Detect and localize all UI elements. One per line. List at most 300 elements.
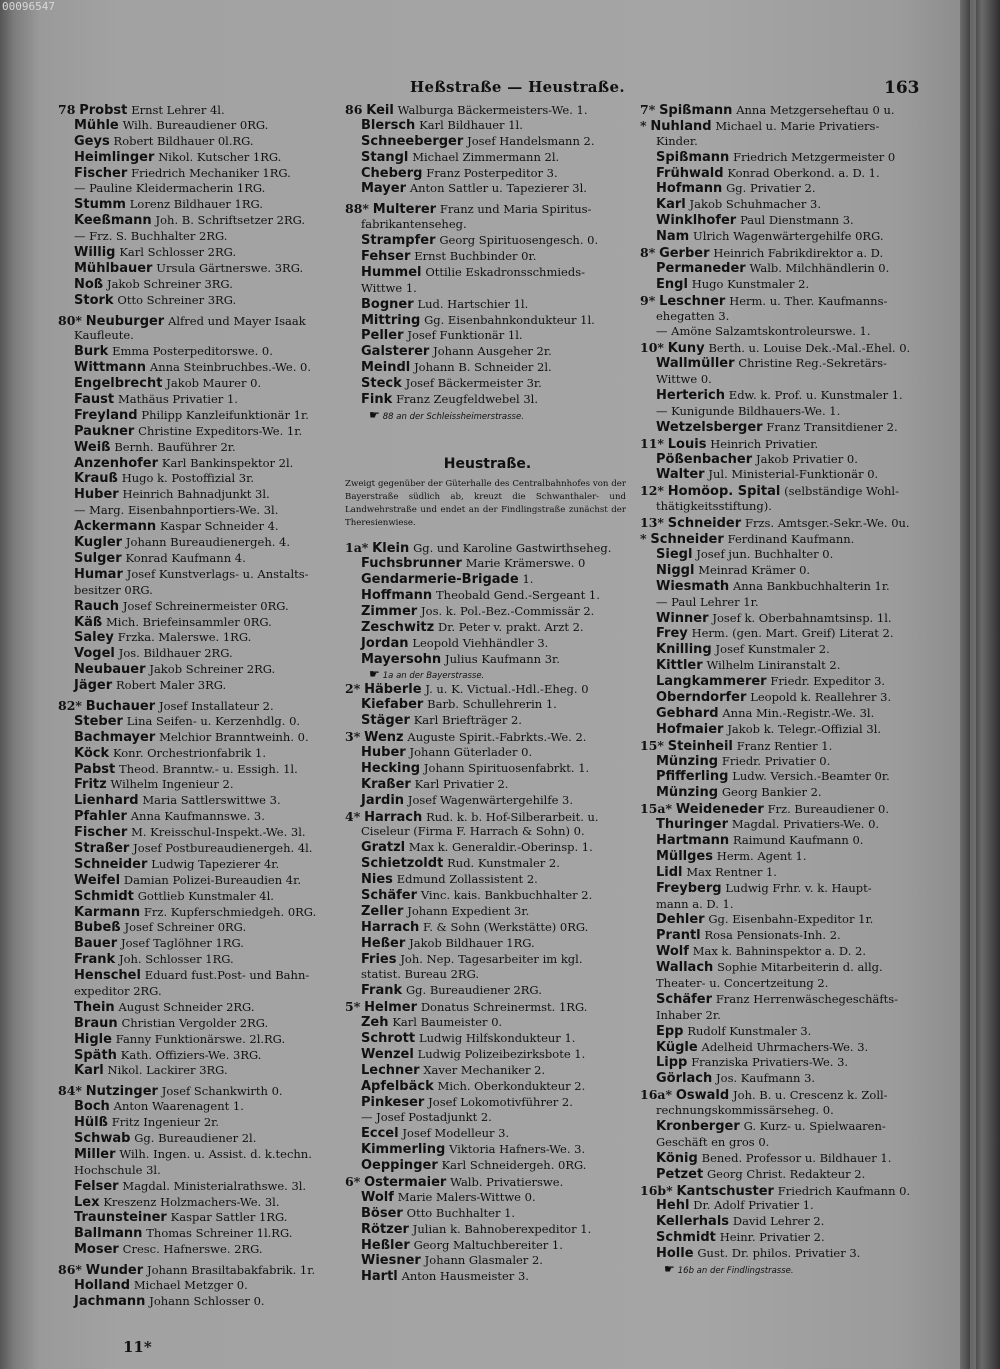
resident-name: Wenz [364, 730, 404, 745]
resident-name: Felser [74, 1178, 119, 1194]
directory-entry [58, 1083, 340, 1099]
resident-details: Robert Maler 3RG. [115, 678, 227, 693]
resident-name: Wiesmath [656, 578, 730, 594]
resident-name: Moser [74, 1242, 119, 1258]
resident-name: Zeller [361, 903, 404, 919]
directory-entry [640, 420, 925, 436]
resident-details: Kaspar Schneider 4. [159, 519, 279, 534]
resident-details: Karl Schlosser 2RG. [119, 245, 237, 260]
directory-entry [640, 309, 925, 325]
resident-details: G. Kurz- u. Spielwaaren- [743, 1119, 886, 1133]
resident-details: (selbständige Wohl- [784, 484, 899, 499]
resident-details: Friedrich Mechaniker 1RG. [131, 165, 291, 180]
directory-entry [640, 356, 925, 372]
resident-details: Emma Posterpeditorswe. 0. [112, 344, 273, 359]
resident-name: Hülß [74, 1115, 108, 1131]
resident-details: Jos. k. Pol.-Bez.-Commissär 2. [421, 603, 595, 618]
resident-name: Kugler [74, 535, 123, 551]
house-number: 8* [640, 245, 656, 261]
directory-entry [58, 392, 340, 408]
directory-entry [345, 166, 630, 182]
resident-name: Steinheil [667, 738, 733, 754]
directory-entry [640, 817, 925, 833]
resident-details: Josef Modelleur 3. [402, 1126, 510, 1141]
resident-name: Lechner [361, 1062, 420, 1078]
directory-entry [640, 467, 925, 483]
directory-entry [345, 360, 630, 376]
directory-entry [345, 872, 630, 888]
resident-name: Harrach [364, 809, 423, 825]
section-description: Zweigt gegenüber der Güterhalle des Centralbahnhofes von der Bayerstraße südlich ab, kreuzt die Schwanthaler- und Landwehrstraße und endet an der Findlingstraße zunächst der Theresienwiese. [345, 478, 626, 529]
resident-details: Anna Steinbruchbes.-We. 0. [149, 360, 311, 375]
resident-name: Dehler [656, 912, 705, 928]
resident-name: Multerer [372, 202, 437, 218]
directory-entry [58, 698, 340, 714]
resident-name: Weiß [74, 439, 111, 455]
resident-name: Galsterer [361, 344, 430, 360]
directory-entry [640, 611, 925, 627]
resident-details: Johann Ausgeher 2r. [433, 344, 552, 359]
directory-entry [58, 229, 340, 245]
resident-name: Winner [656, 610, 709, 626]
directory-entry [58, 408, 340, 424]
resident-name: Wittmann [74, 360, 147, 376]
directory-entry [345, 729, 630, 745]
directory-entry [640, 181, 925, 197]
resident-details: Anna Metzgerseheftau 0 u. [736, 103, 895, 117]
directory-entry [640, 499, 925, 515]
resident-name: Knilling [656, 642, 712, 658]
directory-entry [345, 540, 630, 556]
resident-name: Permaneder [656, 260, 746, 276]
resident-details: besitzer 0RG. [74, 582, 153, 597]
directory-entry [640, 404, 925, 420]
page-number: 163 [884, 78, 920, 98]
directory-entry [640, 547, 925, 563]
resident-name: Hehl [656, 1198, 690, 1214]
directory-entry [640, 515, 925, 531]
resident-details: Anton Sattler u. Tapezierer 3l. [409, 181, 587, 196]
resident-details: Ciseleur (Firma F. Harrach & Sohn) 0. [361, 824, 585, 839]
resident-name: Heimlinger [74, 149, 155, 165]
resident-details: Wittwe 0. [656, 372, 712, 387]
resident-name: Braun [74, 1015, 118, 1031]
directory-entry [58, 487, 340, 503]
resident-name: Langkammerer [656, 674, 767, 690]
directory-entry [58, 762, 340, 778]
resident-details: Leopold Viehhändler 3. [412, 635, 549, 650]
resident-name: Kiefaber [361, 697, 424, 713]
directory-entry [345, 652, 630, 668]
resident-name: Hartmann [656, 832, 730, 848]
resident-name: Oberndorfer [656, 689, 747, 705]
directory-entry [640, 1230, 925, 1246]
resident-details: Paul Dienstmann 3. [740, 213, 854, 228]
resident-name: Frühwald [656, 165, 724, 181]
directory-entry [640, 1246, 925, 1262]
directory-entry [58, 825, 340, 841]
directory-entry [345, 328, 630, 344]
directory-entry [58, 678, 340, 694]
house-number: 86* [58, 1262, 82, 1278]
resident-details: David Lehrer 2. [732, 1214, 825, 1229]
resident-name: Görlach [656, 1071, 713, 1087]
resident-name: Cheberg [361, 165, 423, 181]
resident-details: Marie Malers-Wittwe 0. [397, 1189, 536, 1204]
resident-details: Johann Brasiltabakfabrik. 1r. [146, 1263, 316, 1278]
resident-name: Wetzelsberger [656, 419, 763, 435]
resident-details: Franz Rentier 1. [736, 738, 833, 753]
resident-details: Friedrich Metzgermeister 0 [733, 149, 896, 164]
column-left [58, 102, 340, 1310]
directory-entry [345, 150, 630, 166]
resident-details: Friedrich Kaufmann 0. [777, 1183, 911, 1198]
directory-entry [58, 984, 340, 1000]
resident-name: Mayer [361, 181, 407, 197]
directory-entry [640, 897, 925, 913]
directory-entry [345, 604, 630, 620]
resident-details: Raimund Kaufmann 0. [732, 832, 864, 847]
resident-name: Faust [74, 392, 115, 408]
resident-name: Thein [74, 999, 115, 1015]
resident-details: Michael Zimmermann 2l. [412, 149, 560, 164]
directory-entry [58, 134, 340, 150]
directory-entry [58, 313, 340, 329]
directory-entry [345, 809, 630, 825]
resident-details: Wilhelm Liniranstalt 2. [706, 658, 841, 673]
directory-entry [58, 920, 340, 936]
resident-name: Straßer [74, 840, 130, 856]
directory-entry [58, 471, 340, 487]
resident-details: Josef Handelsmann 2. [467, 133, 595, 148]
resident-details: Marie Krämerswe. 0 [465, 556, 586, 571]
resident-details: Sophie Mitarbeiterin d. allg. [717, 960, 883, 975]
resident-name: Thuringer [656, 817, 729, 833]
resident-details: Berth. u. Louise Dek.-Mal.-Ehel. 0. [708, 341, 911, 356]
resident-details: M. Kreisschul-Inspekt.-We. 3l. [131, 825, 306, 840]
directory-entry [345, 1047, 630, 1063]
resident-details: Heinrich Bahnadjunkt 3l. [122, 487, 270, 502]
signature-mark: 11* [123, 1338, 152, 1356]
resident-details: — Paul Lehrer 1r. [656, 594, 759, 609]
resident-name: Gebhard [656, 705, 719, 721]
resident-details: Rud. Kunstmaler 2. [447, 856, 560, 871]
directory-entry [640, 245, 925, 261]
resident-details: Karl Bankinspektor 2l. [161, 455, 294, 470]
resident-details: — Amöne Salzamtskontroleurswe. 1. [656, 324, 871, 339]
directory-entry [58, 118, 340, 134]
resident-name: Saley [74, 630, 114, 646]
directory-entry [58, 1262, 340, 1278]
resident-details: Heinrich Privatier. [710, 436, 819, 451]
resident-details: Fanny Funktionärswe. 2l.RG. [115, 1031, 286, 1046]
resident-name: König [656, 1150, 698, 1166]
resident-name: Jachmann [74, 1293, 146, 1309]
resident-name: Böser [361, 1205, 403, 1221]
book-edge [960, 0, 1000, 1369]
resident-details: Donatus Schreinermst. 1RG. [420, 1000, 588, 1015]
directory-entry [58, 1131, 340, 1147]
directory-entry [345, 249, 630, 265]
resident-details: Mich. Briefeinsammler 0RG. [106, 614, 272, 629]
directory-entry [58, 1032, 340, 1048]
resident-name: Burk [74, 344, 109, 360]
resident-name: Niggl [656, 562, 695, 578]
resident-name: Fritz [74, 777, 107, 793]
resident-name: Herterich [656, 388, 725, 404]
resident-name: Steck [361, 376, 402, 392]
resident-name: Prantl [656, 928, 701, 944]
resident-details: Josef k. Oberbahnamtsinsp. 1l. [712, 610, 892, 625]
resident-name: Hofmann [656, 181, 723, 197]
resident-details: Max k. Generaldir.-Oberinsp. 1. [408, 840, 593, 855]
resident-name: Köck [74, 745, 110, 761]
directory-entry [345, 1222, 630, 1238]
directory-entry [345, 344, 630, 360]
pointing-hand-icon: ☛ [369, 667, 380, 682]
resident-details: F. & Sohn (Werkstätte) 0RG. [423, 919, 589, 934]
resident-details: Auguste Spirit.-Fabrkts.-We. 2. [407, 730, 587, 745]
directory-entry [345, 1095, 630, 1111]
entries-hessstrasse-end [345, 102, 630, 408]
resident-details: Julius Kaufmann 3r. [445, 651, 560, 666]
resident-name: Peller [361, 328, 404, 344]
resident-name: Pfifferling [656, 769, 729, 785]
resident-name: Weideneder [675, 802, 764, 818]
resident-name: Keeßmann [74, 213, 152, 229]
resident-details: — Pauline Kleidermacherin 1RG. [74, 181, 266, 196]
directory-entry [640, 1055, 925, 1071]
resident-name: Münzing [656, 753, 719, 769]
resident-details: Maria Sattlerswittwe 3. [142, 793, 281, 808]
directory-entry [345, 713, 630, 729]
directory-entry [58, 1179, 340, 1195]
directory-entry [58, 503, 340, 519]
resident-details: Rud. k. b. Hof-Silberarbeit. u. [426, 809, 599, 824]
resident-details: Gg. Eisenbahn-Expeditor 1r. [708, 912, 874, 927]
directory-entry [640, 912, 925, 928]
resident-name: Nutzinger [85, 1084, 158, 1100]
resident-name: Wolf [361, 1189, 394, 1205]
resident-name: Siegl [656, 546, 693, 562]
resident-name: Wenzel [361, 1046, 414, 1062]
directory-entry [640, 388, 925, 404]
directory-entry [640, 738, 925, 754]
resident-details: Damian Polizei-Bureaudien 4r. [123, 872, 301, 887]
house-number: 84* [58, 1083, 82, 1099]
resident-name: Müllges [656, 848, 713, 864]
resident-details: Georg Bankier 2. [721, 785, 822, 800]
house-number: 80* [58, 312, 82, 328]
directory-entry [345, 1110, 630, 1126]
resident-name: Vogel [74, 646, 115, 662]
directory-entry [58, 567, 340, 583]
house-number: 16b* [640, 1182, 673, 1198]
directory-entry [640, 261, 925, 277]
resident-name: Engl [656, 276, 688, 292]
resident-details: Josef Taglöhner 1RG. [121, 936, 244, 951]
resident-name: Buchauer [85, 698, 156, 714]
directory-entry [345, 697, 630, 713]
resident-details: Ernst Lehrer 4l. [131, 103, 225, 117]
resident-details: Konrad Oberkond. a. D. 1. [727, 165, 880, 180]
house-number: 15* [640, 737, 664, 753]
resident-details: Robert Bildhauer 0l.RG. [113, 133, 254, 148]
resident-details: Edmund Zollassistent 2. [396, 872, 538, 887]
directory-entry [58, 630, 340, 646]
resident-name: Hoffmann [361, 587, 433, 603]
house-number: 13* [640, 515, 664, 531]
house-number: 2* [345, 681, 361, 697]
page-id: 00096547 [2, 0, 55, 13]
resident-details: Johann Schlosser 0. [149, 1293, 265, 1308]
directory-entry [345, 983, 630, 999]
resident-name: Humar [74, 566, 123, 582]
directory-entry [640, 865, 925, 881]
column-right [640, 102, 925, 1276]
resident-name: Homöop. Spital [667, 484, 781, 500]
resident-name: Schäfer [656, 991, 712, 1007]
resident-name: Engelbrecht [74, 376, 163, 392]
resident-details: Anna Min.-Registr.-We. 3l. [722, 705, 875, 720]
resident-name: Kittler [656, 658, 703, 674]
directory-entry [345, 999, 630, 1015]
resident-details: Jakob Privatier 0. [755, 451, 858, 466]
directory-entry [640, 1008, 925, 1024]
resident-name: Lipp [656, 1055, 688, 1071]
directory-entry [640, 960, 925, 976]
resident-name: Karl [656, 197, 686, 213]
directory-entry [345, 920, 630, 936]
resident-details: Ottilie Eskadronsschmieds- [425, 264, 585, 279]
directory-entry [345, 376, 630, 392]
note-text: 1a an der Bayerstrasse. [382, 671, 485, 682]
directory-entry [640, 166, 925, 182]
pointing-hand-icon: ☛ [664, 1262, 675, 1277]
resident-details: Josef Schankwirth 0. [161, 1084, 283, 1099]
resident-name: Späth [74, 1047, 117, 1063]
resident-name: Kraßer [361, 776, 411, 792]
resident-details: Johann Güterlader 0. [409, 744, 533, 759]
resident-details: Mathäus Privatier 1. [117, 392, 238, 407]
resident-details: Kaufleute. [74, 328, 134, 343]
resident-details: Josef Installateur 2. [158, 698, 274, 713]
directory-entry [640, 340, 925, 356]
resident-name: Krauß [74, 471, 118, 487]
resident-details: Magdal. Privatiers-We. 0. [731, 817, 880, 832]
resident-details: Rudolf Kunstmaler 3. [687, 1023, 812, 1038]
resident-details: Xaver Mechaniker 2. [423, 1062, 546, 1077]
resident-details: Josef jun. Buchhalter 0. [696, 546, 834, 561]
directory-entry [58, 1294, 340, 1310]
resident-name: Mühle [74, 117, 119, 133]
resident-name: Zimmer [361, 603, 418, 619]
resident-name: Walter [656, 467, 705, 483]
resident-details: Gg. Privatier 2. [726, 181, 816, 196]
resident-details: Gottlieb Kunstmaler 4l. [137, 888, 274, 903]
house-number: 3* [345, 729, 361, 745]
resident-details: Ulrich Wagenwärtergehilfe 0RG. [693, 229, 884, 244]
resident-name: Neuburger [85, 313, 165, 329]
directory-entry [58, 1063, 340, 1079]
resident-name: Bogner [361, 296, 414, 312]
resident-details: Hochschule 3l. [74, 1162, 161, 1177]
resident-details: Otto Buchhalter 1. [406, 1205, 516, 1220]
directory-entry [58, 197, 340, 213]
resident-details: Johann Bureaudienergeh. 4. [125, 535, 291, 550]
directory-entry [58, 599, 340, 615]
directory-entry [345, 1253, 630, 1269]
resident-details: Josef Kunstmaler 2. [715, 642, 830, 657]
resident-details: Alfred und Mayer Isaak [168, 313, 306, 328]
resident-name: Kuny [667, 341, 705, 357]
resident-details: Magdal. Ministerialrathswe. 3l. [122, 1178, 307, 1193]
resident-name: Willig [74, 245, 116, 261]
resident-name: Apfelbäck [361, 1078, 434, 1094]
directory-entry [640, 150, 925, 166]
resident-name: Schmidt [74, 888, 134, 904]
resident-name: Epp [656, 1023, 684, 1039]
directory-entry [640, 833, 925, 849]
resident-name: Stork [74, 292, 114, 308]
resident-name: Wolf [656, 944, 689, 960]
resident-details: Jakob k. Telegr.-Offizial 3l. [727, 721, 882, 736]
resident-name: Weifel [74, 872, 121, 888]
resident-name: Neubauer [74, 662, 146, 678]
resident-details: Ferdinand Kaufmann. [727, 532, 855, 547]
resident-name: Keil [366, 103, 394, 118]
resident-details: Josef Schreinermeister 0RG. [122, 598, 289, 613]
directory-entry [58, 1226, 340, 1242]
resident-name: Wallach [656, 960, 714, 976]
resident-details: Kaspar Sattler 1RG. [170, 1210, 288, 1225]
resident-details: Theobald Gend.-Sergeant 1. [436, 587, 600, 602]
directory-entry [345, 265, 630, 281]
resident-details: Jos. Kaufmann 3. [716, 1071, 816, 1086]
resident-details: Jakob Schuhmacher 3. [689, 197, 821, 212]
resident-details: Adelheid Uhrmachers-We. 3. [701, 1039, 869, 1054]
cross-street-note [640, 1262, 925, 1276]
resident-details: Josef Funktionär 1l. [407, 328, 523, 343]
resident-details: Franziska Privatiers-We. 3. [691, 1055, 849, 1070]
resident-name: Traunsteiner [74, 1210, 167, 1226]
resident-name: Mühlbauer [74, 260, 153, 276]
resident-details: Hugo Kunstmaler 2. [691, 276, 810, 291]
resident-details: expeditor 2RG. [74, 983, 162, 998]
resident-name: Paukner [74, 423, 135, 439]
resident-name: Jardin [361, 792, 405, 808]
resident-details: Dr. Peter v. prakt. Arzt 2. [438, 619, 584, 634]
directory-entry [345, 967, 630, 983]
directory-entry [640, 769, 925, 785]
resident-name: Stangl [361, 149, 409, 165]
directory-entry [345, 1190, 630, 1206]
resident-details: Melchior Branntweinh. 0. [159, 729, 309, 744]
resident-details: Max Rentner 1. [686, 864, 777, 879]
resident-details: Kinder. [656, 133, 698, 148]
resident-name: Fehser [361, 249, 411, 265]
house-number: 15a* [640, 801, 673, 817]
house-number: 16a* [640, 1087, 673, 1103]
resident-details: 1. [522, 572, 534, 587]
directory-entry [58, 1147, 340, 1163]
resident-name: Schwab [74, 1131, 131, 1146]
resident-details: Josef Schreiner 0RG. [124, 920, 247, 935]
resident-details: Max k. Bahninspektor a. D. 2. [692, 944, 867, 959]
resident-name: Meindl [361, 360, 411, 376]
resident-name: Schietzoldt [361, 856, 444, 872]
resident-details: Anton Hausmeister 3. [401, 1269, 529, 1284]
